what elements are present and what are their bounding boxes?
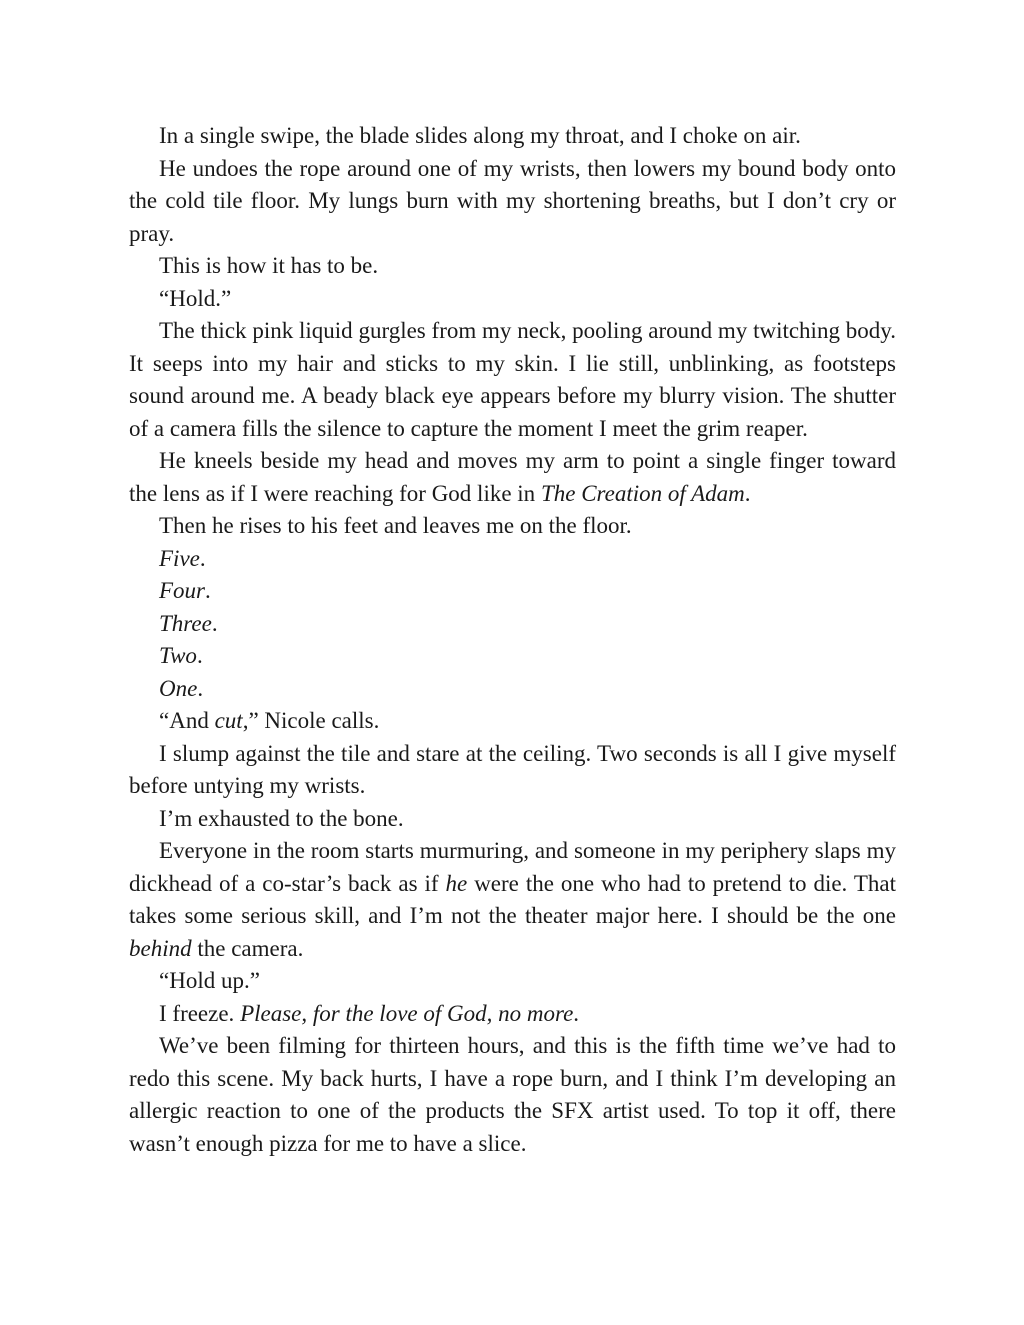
text-run: “Hold.” (159, 285, 232, 311)
paragraph (129, 1030, 896, 1160)
paragraph (129, 250, 896, 283)
paragraph (129, 738, 896, 803)
italic-text-run: Four (159, 578, 205, 603)
text-run: He undoes the rope around one of my wrists, then lowers my bound body onto the cold tile floor. My lungs burn with my shortening breaths, but I don’t cry or pray. (129, 155, 896, 246)
paragraph (129, 543, 896, 576)
text-run: He kneels beside my head and moves my arm to point a single finger toward the lens as if I were reaching for God like in (129, 448, 896, 506)
text-run: I slump against the tile and stare at the ceiling. Two seconds is all I give myself before untying my wrists. (129, 740, 896, 798)
paragraph (129, 965, 896, 998)
text-run: . (196, 643, 203, 668)
text-run: I’m exhausted to the bone. (159, 805, 404, 831)
italic-text-run: The Creation of Adam (540, 480, 745, 506)
paragraph (129, 835, 896, 965)
text-run: “Hold up.” (159, 968, 260, 993)
paragraph (129, 575, 896, 608)
italic-text-run: Please, for the love of God, no more (240, 1000, 574, 1026)
italic-text-run: One (159, 675, 198, 701)
paragraph (129, 608, 896, 641)
text-run: were the one who had to pretend to die. That takes some serious skill, and I’m not the theater major here. I should be the one (129, 870, 896, 928)
text-run: the camera. (191, 935, 304, 961)
italic-text-run: he (445, 870, 468, 896)
italic-text-run: cut (214, 708, 243, 733)
paragraph (129, 673, 896, 706)
italic-text-run: Two (159, 643, 197, 668)
paragraph (129, 153, 896, 251)
text-run: . (211, 610, 218, 636)
text-run: The thick pink liquid gurgles from my neck, pooling around my twitching body. It seeps into my hair and sticks to my skin. I lie still, unblinking, as footsteps sound around me. A beady black eye appears before my blurry vision. The shutter of a camera fills the silence to capture the moment I meet the grim reaper. (129, 318, 896, 441)
text-run: Everyone in the room starts murmuring, and someone in my periphery slaps my dickhead of a co-star’s back as if (129, 838, 896, 896)
italic-text-run: Five (159, 545, 200, 571)
text-run: This is how it has to be. (159, 253, 379, 278)
book-page (129, 120, 896, 1160)
text-run: Then he rises to his feet and leaves me on the floor. (159, 513, 632, 538)
paragraph (129, 640, 896, 673)
italic-text-run: behind (129, 935, 192, 961)
italic-text-run: Three (159, 610, 212, 636)
paragraph (129, 445, 896, 510)
paragraph (129, 283, 896, 316)
paragraph (129, 315, 896, 445)
text-run: In a single swipe, the blade slides along my throat, and I choke on air. (159, 123, 801, 148)
paragraph (129, 705, 896, 738)
text-run: ,” Nicole calls. (242, 708, 380, 733)
paragraph (129, 510, 896, 543)
paragraph (129, 803, 896, 836)
text-run: . (197, 675, 204, 701)
text-run: . (744, 480, 751, 506)
text-run: We’ve been filming for thirteen hours, and this is the fifth time we’ve had to redo this scene. My back hurts, I have a rope burn, and I think I’m developing an allergic reaction to one of the products the SFX artist used. To top it off, there wasn’t enough pizza for me to have a slice. (129, 1033, 896, 1156)
text-run: . (573, 1000, 580, 1026)
text-run: . (199, 545, 206, 571)
text-run: I freeze. (159, 1000, 241, 1026)
paragraph (129, 120, 896, 153)
text-run: . (205, 578, 211, 603)
paragraph (129, 998, 896, 1031)
text-run: “And (159, 708, 215, 733)
